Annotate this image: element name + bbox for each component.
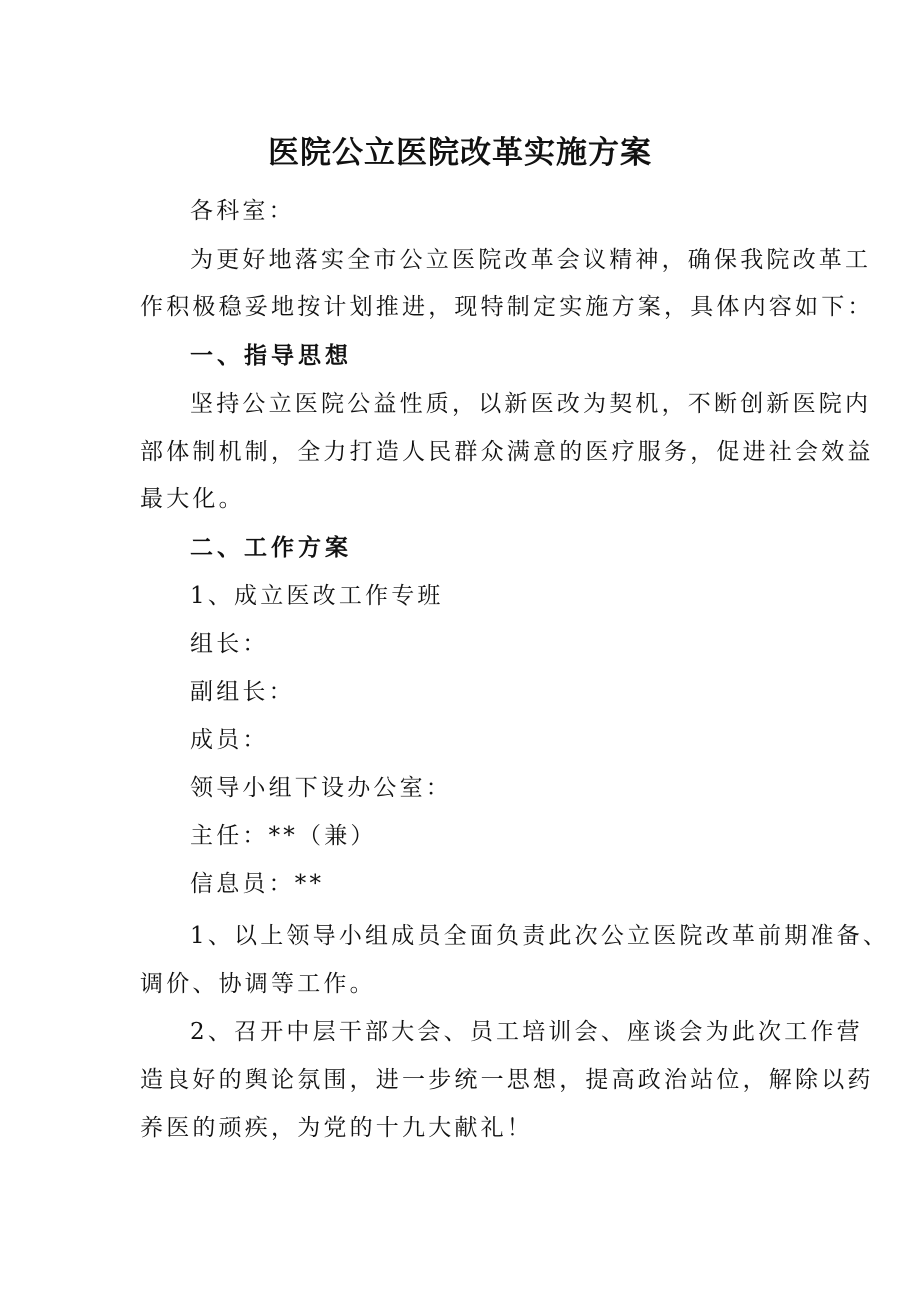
guiding-ideology-line-3: 最大化。 bbox=[140, 486, 245, 512]
point-2-line-1: 2、召开中层干部大会、员工培训会、座谈会为此次工作营 bbox=[190, 1019, 863, 1045]
section-heading-guiding-ideology: 一、指导思想 bbox=[190, 343, 352, 369]
point-1-line-1: 1、以上领导小组成员全面负责此次公立医院改革前期准备、 bbox=[190, 923, 890, 949]
members-label: 成员： bbox=[190, 727, 269, 753]
office-label: 领导小组下设办公室： bbox=[190, 775, 452, 801]
point-2-line-3: 养医的顽疾，为党的十九大献礼！ bbox=[140, 1115, 533, 1141]
director-label: 主任：**（兼） bbox=[190, 823, 377, 849]
intro-line-1: 为更好地落实全市公立医院改革会议精神，确保我院改革工 bbox=[190, 247, 872, 273]
salutation: 各科室： bbox=[190, 198, 295, 224]
point-1-line-2: 调价、协调等工作。 bbox=[140, 971, 376, 997]
document-title: 医院公立医院改革实施方案 bbox=[268, 135, 652, 171]
info-officer-label: 信息员：** bbox=[190, 871, 325, 897]
work-plan-item-1: 1、成立医改工作专班 bbox=[190, 583, 444, 609]
section-heading-work-plan: 二、工作方案 bbox=[190, 535, 352, 561]
intro-line-2: 作积极稳妥地按计划推进，现特制定实施方案，具体内容如下： bbox=[140, 294, 874, 320]
deputy-leader-label: 副组长： bbox=[190, 679, 295, 705]
guiding-ideology-line-1: 坚持公立医院公益性质，以新医改为契机，不断创新医院内 bbox=[190, 391, 872, 417]
point-2-line-2: 造良好的舆论氛围，进一步统一思想，提高政治站位，解除以药 bbox=[140, 1067, 874, 1093]
guiding-ideology-line-2: 部体制机制，全力打造人民群众满意的医疗服务，促进社会效益 bbox=[140, 439, 874, 465]
leader-label: 组长： bbox=[190, 631, 269, 657]
